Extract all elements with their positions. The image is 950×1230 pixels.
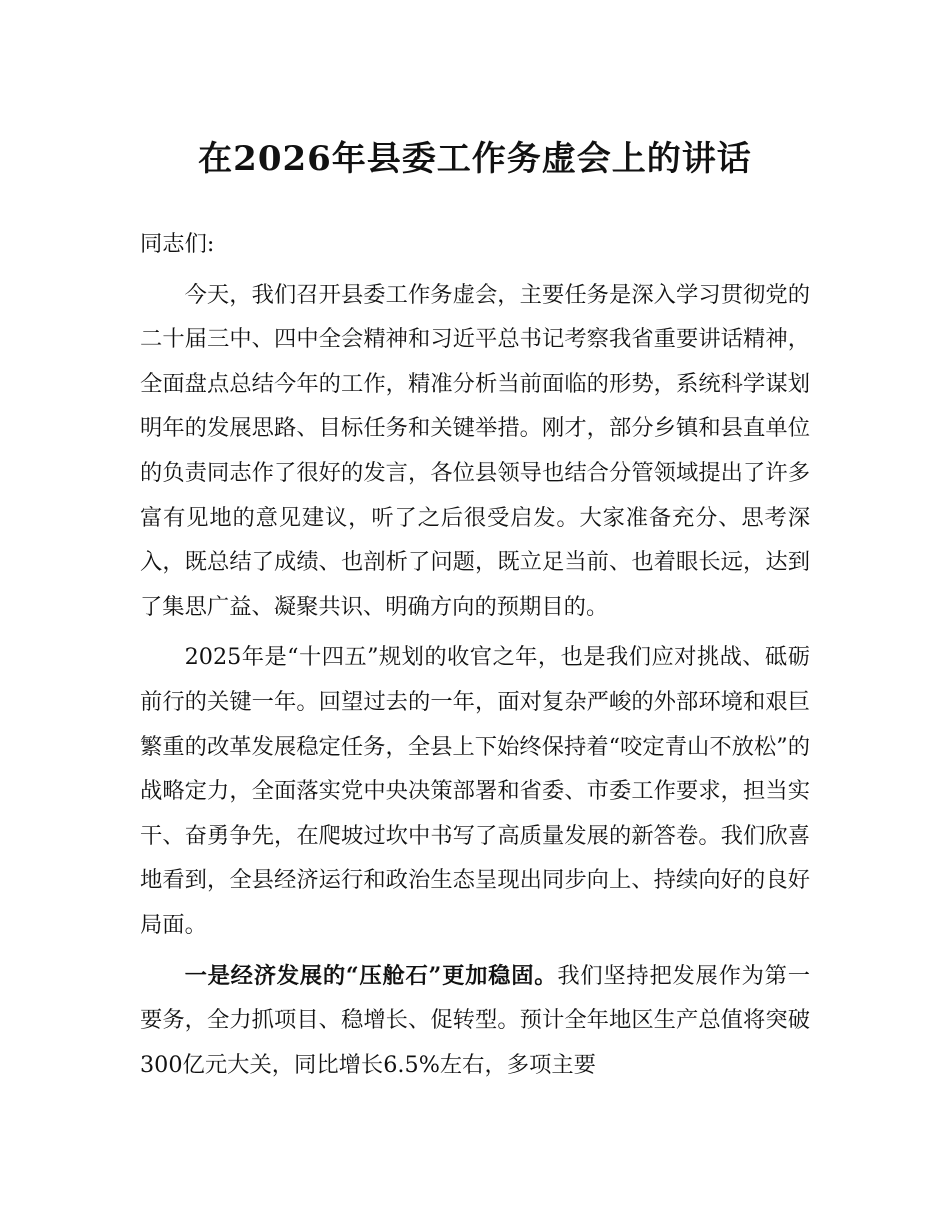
- greeting: 同志们:: [140, 231, 215, 257]
- paragraph-lead-heading: 一是经济发展的“压舱石”更加稳固。: [184, 962, 558, 989]
- paragraph-opening: 今天，我们召开县委工作务虚会，主要任务是深入学习贯彻党的二十届三中、四中全会精神和习近平总书记考察我省重要讲话精神，全面盘点总结今年的工作，精准分析当前面临的形势，系统科学谋划明年的发展思路、目标任务和关键举措。刚才，部分乡镇和县直单位的负责同志作了很好的发言，各位县领导也结合分管领域提出了许多富有见地的意见建议，听了之后很受启发。大家准备充分、思考深入，既总结了成绩、也剖析了问题，既立足当前、也着眼长远，达到了集思广益、凝聚共识、明确方向的预期目的。: [140, 281, 810, 620]
- paragraph-economy-text: 我们坚持把发展作为第一要务，全力抓项目、稳增长、促转型。预计全年地区生产总值将突破300亿元大关，同比增长6.5%左右，多项主要: [140, 962, 810, 1078]
- document-body: [140, 222, 810, 1093]
- document-title: 在2026年县委工作务虚会上的讲话: [198, 138, 752, 179]
- paragraph-economy: [140, 954, 810, 1088]
- paragraph-review: 2025年是“十四五”规划的收官之年，也是我们应对挑战、砥砺前行的关键一年。回望过去的一年，面对复杂严峻的外部环境和艰巨繁重的改革发展稳定任务，全县上下始终保持着“咬定青山不放松”的战略定力，全面落实党中央决策部署和省委、市委工作要求，担当实干、奋勇争先，在爬坡过坎中书写了高质量发展的新答卷。我们欣喜地看到，全县经济运行和政治生态呈现出同步向上、持续向好的良好局面。: [140, 644, 810, 938]
